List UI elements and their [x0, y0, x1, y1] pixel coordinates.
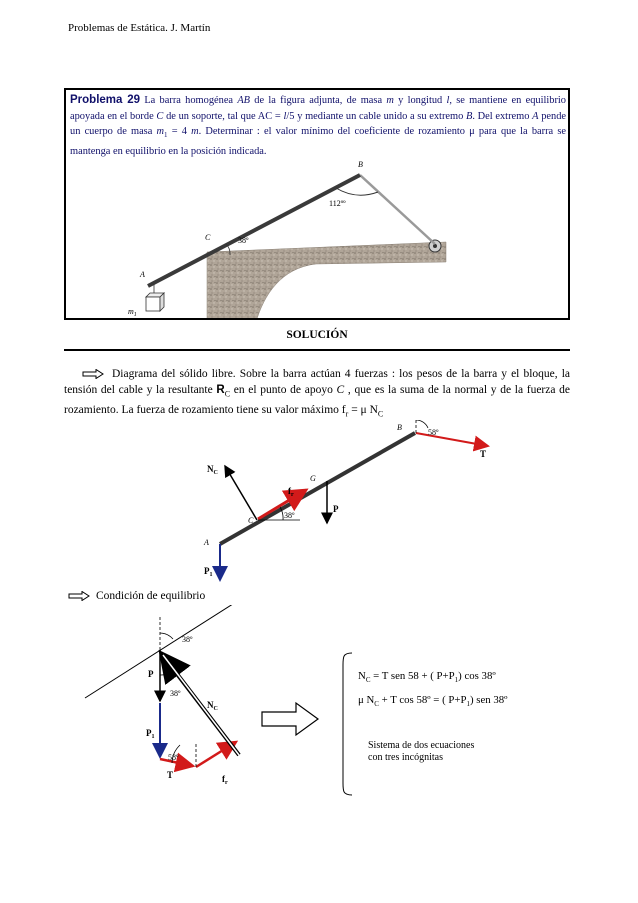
problem-label: Problema 29 [70, 94, 141, 106]
fbd-bar [220, 433, 415, 544]
equation-1: $N_C = T$ sen 58 + ( $P+P_1$) cos 38º [358, 670, 496, 685]
fbd-label-C: C [248, 516, 254, 525]
poly-angle-mid: 38º [170, 689, 181, 698]
poly-angle-bottom: 58º [168, 753, 179, 762]
label-A: A [140, 270, 145, 279]
label-m1: $m_1$ [128, 307, 137, 318]
angle-B-label: 112ºº [329, 199, 346, 208]
implies-arrow-icon [262, 703, 318, 735]
support-block [207, 242, 446, 320]
poly-angle-top: 38º [182, 635, 193, 644]
system-note-line2: con tres incógnitas [368, 752, 443, 763]
equation-brace [343, 653, 352, 795]
fbd-label-G: G [310, 474, 316, 483]
normal-vector [225, 466, 257, 520]
fbd-label-A: A [204, 538, 209, 547]
fbd-label-N: $N_C$ [207, 464, 218, 476]
force-polygon [0, 605, 638, 805]
divider [64, 349, 570, 351]
equilibrium-heading: Condición de equilibrio [68, 590, 205, 602]
diagram-paragraph: Diagrama del sólido libre. Sobre la barra actúan 4 fuerzas : los pesos de la barra y el bloque, la tensión del cable y la resultante $R_C$ en el punto de apoyo C , que es la suma de la normal y de la fuerza de rozamiento. La fuerza de rozamiento tiene su valor máximo $f_r = \mu$ $N_C$ [64, 368, 571, 419]
page-header: Problemas de Estática. J. Martín [68, 22, 211, 34]
angle-C-label: 38º [238, 236, 249, 245]
angle-arc-mid [160, 671, 174, 675]
label-B: B [358, 160, 363, 169]
equation-2: μ $N_C + T$ cos 58º = ( $P+P_1$) sen 38º [358, 694, 508, 709]
poly-label-fr: $f_r$ [222, 774, 228, 786]
fbd-label-fr: $f_r$ [288, 486, 294, 498]
free-body-diagram [0, 420, 638, 590]
poly-label-T: T [167, 770, 174, 780]
angle-arc-top [160, 633, 173, 639]
tension-vector [416, 433, 488, 446]
poly-label-P: P [148, 669, 154, 679]
label-C: C [205, 233, 211, 242]
fbd-label-T: T [480, 449, 487, 459]
fbd-label-P1: $P_1$ [204, 566, 213, 578]
arrow-bullet-icon [82, 369, 104, 379]
block-m1 [146, 293, 164, 311]
solution-title: SOLUCIÓN [286, 329, 348, 341]
angle-arc-B [416, 420, 428, 428]
problem-statement: Problema 29 La barra homogénea AB de la figura adjunta, de masa m y longitud l, se mantiene en equilibrio apoyada en el borde C de un soporte, tal que AC = l/5 y mediante un cable unido a su extremo B. Del extremo A pende un cuerpo de masa $m_1 = 4$ m. Determinar : el valor mínimo del coeficiente de rozamiento μ para que la barra se mantenga en equilibrio en la posición indicada. [70, 94, 567, 157]
poly-label-P1: $P_1$ [146, 728, 155, 740]
fbd-label-B: B [397, 423, 402, 432]
fbd-angle-C: 38º [284, 511, 295, 520]
arrow-bullet-icon [68, 591, 90, 601]
friction-vector [258, 490, 306, 519]
fbd-angle-B: 58º [428, 428, 439, 437]
poly-label-N: $N_C$ [207, 700, 218, 712]
problem-box [64, 88, 570, 320]
fbd-label-P: P [333, 504, 339, 514]
cable [360, 175, 435, 244]
angle-arc-B [336, 188, 378, 195]
system-note-line1: Sistema de dos ecuaciones [368, 740, 475, 751]
